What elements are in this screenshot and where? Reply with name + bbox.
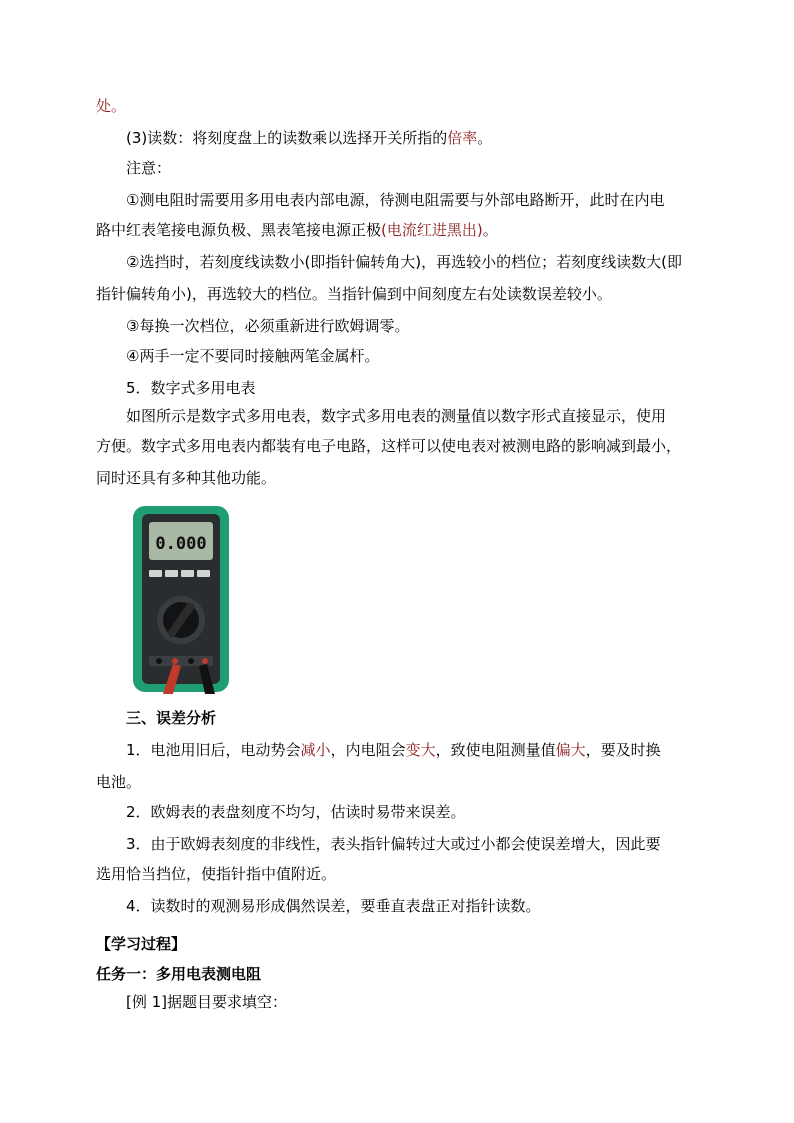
error4: 4．读数时的观测易形成偶然误差，要垂直表盘正对指针读数。 (126, 897, 541, 915)
note4: ④两手一定不要同时接触两笔金属杆。 (126, 347, 380, 365)
digital-multimeter-image (133, 506, 229, 694)
error3-line2: 选用恰当挡位，使指针指中值附近。 (96, 865, 337, 883)
meter-jack (188, 658, 194, 664)
meter-jack (156, 658, 162, 664)
meter-lcd-digits: 0.000 (155, 534, 207, 554)
error1-line2: 电池。 (96, 773, 142, 791)
meter-button (165, 570, 178, 577)
note1-line1: ①测电阻时需要用多用电表内部电源，待测电阻需要与外部电路断开，此时在内电 (126, 191, 665, 209)
note2-line1: ②选挡时，若刻度线读数小(即指针偏转角大)，再选较小的档位；若刻度线读数大(即 (126, 253, 683, 271)
error-analysis-heading: 三、误差分析 (126, 709, 217, 727)
section5-para-line2: 方便。数字式多用电表内都装有电子电路，这样可以使电表对被测电路的影响减到最小， (96, 437, 682, 455)
section5-para-line3: 同时还具有多种其他功能。 (96, 469, 277, 487)
step3-line: (3)读数：将刻度盘上的读数乘以选择开关所指的倍率。 (126, 129, 493, 147)
example1: [例 1]据题目要求填空： (126, 993, 288, 1011)
meter-jack (202, 658, 208, 664)
note-title: 注意： (126, 159, 172, 177)
section5-para-line1: 如图所示是数字式多用电表，数字式多用电表的测量值以数字形式直接显示，使用 (126, 407, 667, 425)
meter-button (197, 570, 210, 577)
meter-jack (172, 658, 178, 664)
error2: 2．欧姆表的表盘刻度不均匀，估读时易带来误差。 (126, 803, 466, 821)
meter-button (181, 570, 194, 577)
note1-line2: 路中红表笔接电源负极、黑表笔接电源正极(电流红进黑出)。 (96, 221, 498, 239)
text-line: 处。 (96, 97, 127, 115)
learning-process-heading: 【学习过程】 (96, 935, 187, 953)
note3: ③每换一次档位，必须重新进行欧姆调零。 (126, 317, 410, 335)
note2-line2: 指针偏转角小)，再选较大的档位。当指针偏到中间刻度左右处读数误差较小。 (96, 285, 612, 303)
task1-heading: 任务一：多用电表测电阻 (96, 965, 262, 983)
meter-button (149, 570, 162, 577)
error3-line1: 3．由于欧姆表刻度的非线性，表头指针偏转过大或过小都会使误差增大，因此要 (126, 835, 661, 853)
section5-title: 5．数字式多用电表 (126, 379, 256, 397)
error1-line1: 1．电池用旧后，电动势会减小，内电阻会变大，致使电阻测量值偏大，要及时换 (126, 741, 661, 759)
